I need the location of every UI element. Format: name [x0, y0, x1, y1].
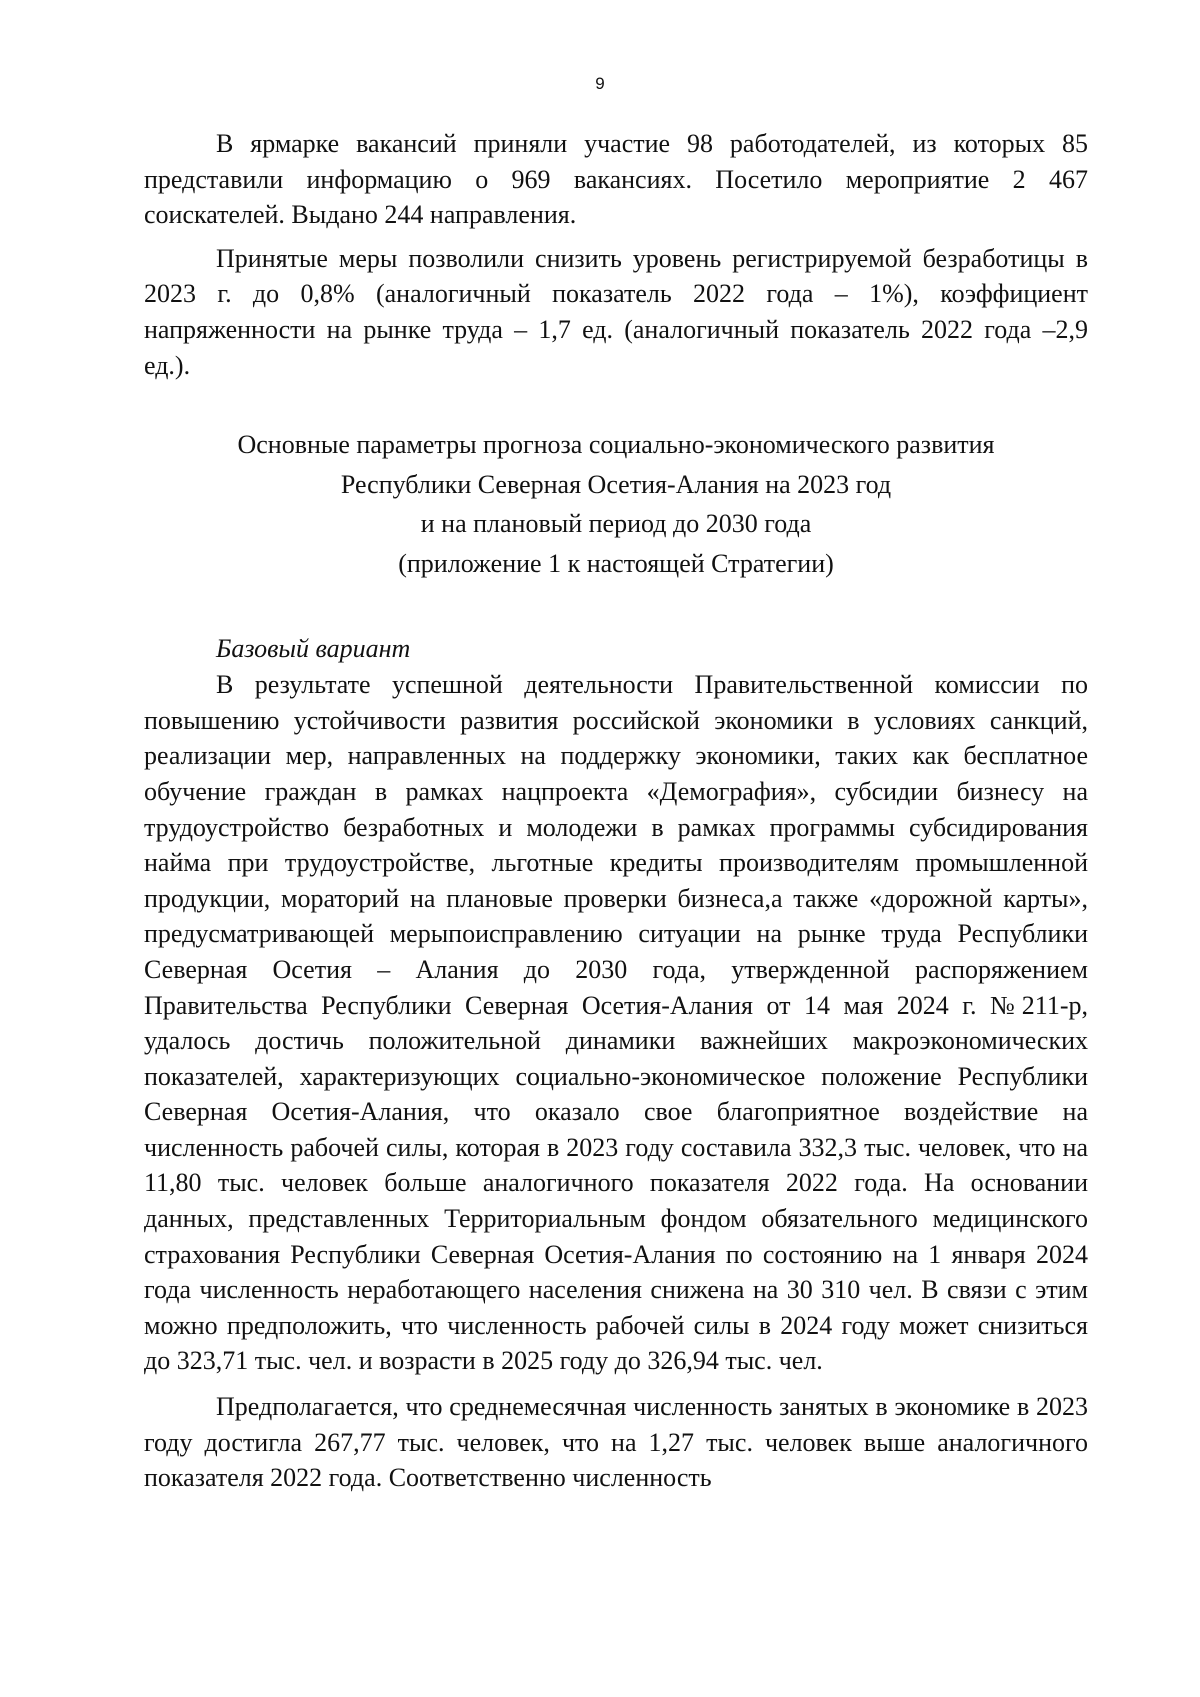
section-heading-line-1: Основные параметры прогноза социально-экономического развития: [237, 430, 995, 460]
paragraph-unemployment-rate: Принятые меры позволили снизить уровень регистрируемой безработицы в 2023 г. до 0,8% (аналогичный показатель 2022 года – 1%), коэффициент напряженности на рынке труда – 1,7 ед. (аналогичный показатель 2022 года –2,9 ед.).: [144, 243, 1088, 380]
section-heading-line-3: и на плановый период до 2030 года: [420, 509, 812, 539]
paragraph-labor-force: В результате успешной деятельности Правительственной комиссии по повышению устойчивости развития российской экономики в условиях санкций, реализации мер, направленных на поддержку экономики, таких как бесплатное обучение граждан в рамках нацпроекта «Демография», субсидии бизнесу на трудоустройство безработных и молодежи в рамках программы субсидирования найма при трудоустройстве, льготные кредиты производителям промышленной продукции, мораторий на плановые проверки бизнеса,а также «дорожной карты», предусматривающей мерыпоисправлению ситуации на рынке труда Республики Северная Осетия – Алания до 2030 года, утвержденной распоряжением Правительства Республики Северная Осетия-Алания от 14 мая 2024 г. №211-р, удалось достичь положительной динамики важнейших макроэкономических показателей, характеризующих социально-экономическое положение Республики Северная Осетия-Алания, что оказало свое благоприятное воздействие на численность рабочей силы, которая в 2023 году составила 332,3 тыс. человек, что на 11,80 тыс. человек больше аналогичного показателя 2022 года. На основании данных, представленных Территориальным фондом обязательного медицинского страхования Республики Северная Осетия-Алания по состоянию на 1 января 2024 года численность неработающего населения снижена на 30 310 чел. В связи с этим можно предположить, что численность рабочей силы в 2024 году может снизиться до 323,71 тыс. чел. и возрасти в 2025 году до 326,94 тыс. чел.: [144, 670, 1088, 1376]
subheading-base-variant: Базовый вариант: [216, 634, 411, 664]
page-number: 9: [595, 74, 605, 93]
paragraph-job-fair: В ярмарке вакансий приняли участие 98 работодателей, из которых 85 представили информацию о 969 вакансиях. Посетило мероприятие 2 467 соискателей. Выдано 244 направления.: [144, 129, 1088, 230]
section-heading: [144, 425, 1088, 583]
section-heading-line-4: (приложение 1 к настоящей Стратегии): [398, 548, 834, 578]
section-heading-line-2: Республики Северная Осетия-Алания на 2023 год: [340, 469, 892, 499]
paragraph-employment: Предполагается, что среднемесячная численность занятых в экономике в 2023 году достигла 267,77 тыс. человек, что на 1,27 тыс. человек выше аналогичного показателя 2022 года. Соответственно численность: [144, 1392, 1088, 1493]
page-content: [144, 126, 1088, 1496]
